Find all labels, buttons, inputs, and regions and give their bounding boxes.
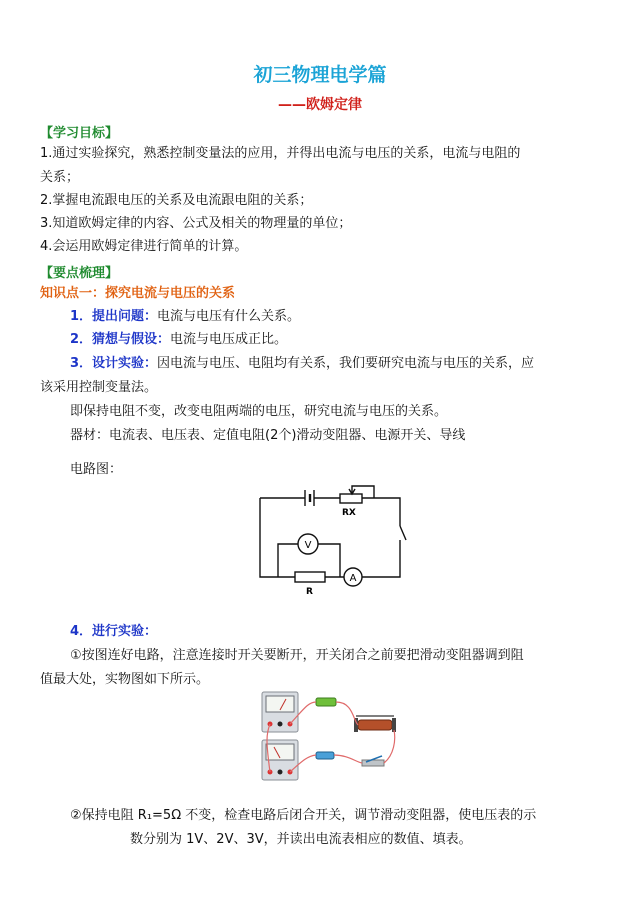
step-3-text: 因电流与电压、电阻均有关系，我们要研究电流与电压的关系，应: [157, 356, 535, 371]
circuit-diagram: [250, 478, 420, 598]
step-1: [70, 307, 300, 327]
circuit-diagram-label: 电路图：: [70, 462, 123, 477]
step-4: [70, 622, 157, 642]
section-heading-goals: 【学习目标】: [40, 126, 119, 141]
goal-item: 2.掌握电流跟电压的关系及电流跟电阻的关系；: [40, 193, 313, 208]
step-4-text-2-cont: 数分别为 1V、2V、3V，并读出电流表相应的数值、填表。: [130, 832, 472, 847]
voltmeter-label: V: [304, 540, 312, 551]
step-2-text: 电流与电压成正比。: [170, 332, 288, 347]
section-heading-points: 【要点梳理】: [40, 266, 119, 281]
step-4-label: 4．进行实验：: [70, 624, 158, 639]
goal-item: 4.会运用欧姆定律进行简单的计算。: [40, 239, 248, 254]
rheostat-device-icon: [354, 716, 396, 732]
goal-item: 1.通过实验探究，熟悉控制变量法的应用，并得出电流与电压的关系，电流与电阻的: [40, 146, 521, 161]
battery-device-icon: [316, 698, 336, 706]
resistor-device-icon: [316, 752, 334, 759]
ammeter-label: A: [349, 573, 357, 584]
knowledge-point-title: 知识点一：探究电流与电压的关系: [40, 286, 236, 301]
step-3-text-cont: 该采用控制变量法。: [40, 380, 158, 395]
step-1-label: 1．提出问题：: [70, 309, 158, 324]
step-3: [70, 354, 534, 374]
goal-item: 关系；: [40, 170, 80, 185]
voltmeter-device-icon: [262, 692, 298, 732]
rheostat-label: RX: [342, 508, 356, 518]
step-3-method: 即保持电阻不变，改变电阻两端的电压，研究电流与电压的关系。: [70, 404, 448, 419]
step-1-text: 电流与电压有什么关系。: [157, 309, 301, 324]
step-4-text: ①按图连好电路，注意连接时开关要断开，开关闭合之前要把滑动变阻器调到阻: [70, 648, 524, 663]
apparatus-photo: [258, 690, 398, 782]
step-4-text-cont: 值最大处，实物图如下所示。: [40, 672, 210, 687]
resistor-label: R: [306, 587, 313, 597]
step-3-label: 3．设计实验：: [70, 356, 158, 371]
step-2-label: 2．猜想与假设：: [70, 332, 171, 347]
goal-item: 3.知道欧姆定律的内容、公式及相关的物理量的单位；: [40, 216, 352, 231]
page-title: 初三物理电学篇: [253, 64, 387, 86]
step-4-text-2: ②保持电阻 R₁=5Ω 不变，检查电路后闭合开关，调节滑动变阻器，使电压表的示: [70, 808, 537, 823]
switch-device-icon: [362, 756, 384, 766]
equipment-list: 器材：电流表、电压表、定值电阻(2个)滑动变阻器、电源开关、导线: [70, 428, 466, 443]
page-subtitle: ——欧姆定律: [278, 97, 362, 113]
step-2: [70, 330, 287, 350]
